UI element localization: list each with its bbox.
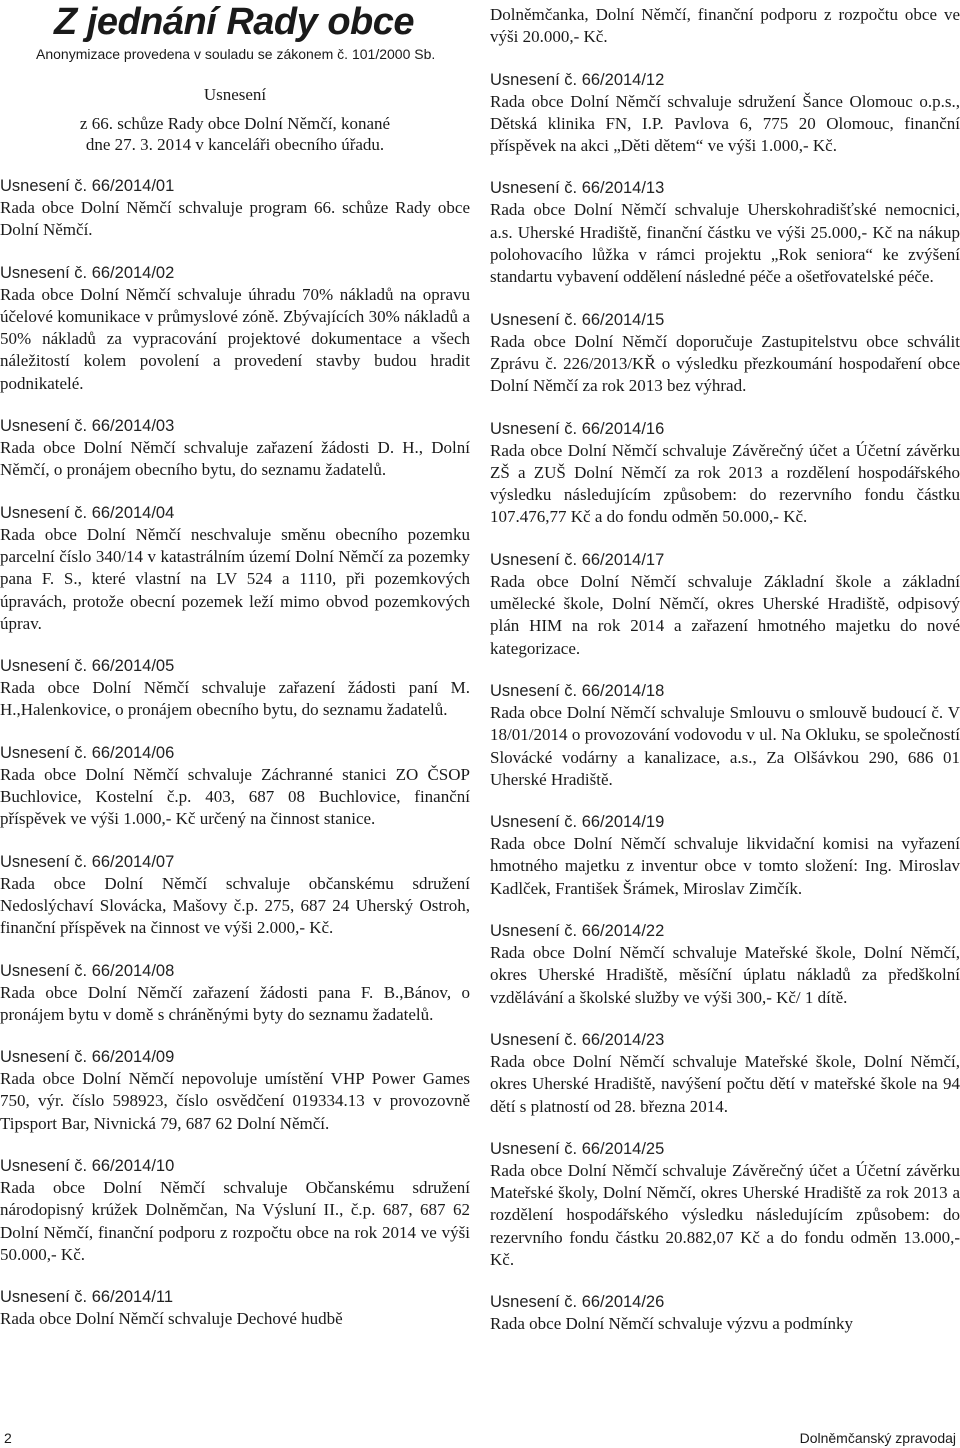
- resolution-text: Rada obce Dolní Němčí schvaluje Mateřské škole, Dolní Němčí, okres Uherské Hradiště, měsíční úplatu nákladů za předškolní vzdělávání a školské služby ve výši 300,- Kč/ 1 dítě.: [490, 943, 960, 1007]
- resolution-text: Rada obce Dolní Němčí schvaluje Dechové hudbě: [0, 1309, 343, 1329]
- resolution-number: Usnesení č. 66/2014/18: [490, 681, 665, 700]
- page-number: 2: [4, 1430, 12, 1446]
- resolution-item: [0, 1046, 470, 1135]
- resolution-text: Rada obce Dolní Němčí schvaluje likvidační komisi na vyřazení hmotného majetku z inventur obce v tomto složení: Ing. Miroslav Kadlček, František Šrámek, Miroslav Zimčík.: [490, 834, 960, 898]
- resolution-text: Rada obce Dolní Němčí schvaluje program 66. schůze Rady obce Dolní Němčí.: [0, 198, 470, 240]
- header-line: Usnesení: [203, 85, 267, 104]
- resolution-number: Usnesení č. 66/2014/23: [490, 1030, 665, 1049]
- resolution-item: [490, 811, 960, 900]
- left-column: [0, 0, 470, 1331]
- resolution-number: Usnesení č. 66/2014/04: [0, 503, 175, 522]
- resolution-text: Rada obce Dolní Němčí doporučuje Zastupitelstvu obce schválit Zprávu č. 226/2013/KŘ o výsledku přezkoumání hospodaření obce Dolní Němčí za rok 2013 bez výhrad.: [490, 331, 960, 396]
- resolution-text: Rada obce Dolní Němčí schvaluje občanskému sdružení Nedoslýchaví Slovácka, Mašovy č.p. 275, 687 24 Uherský Ostroh, finanční příspěvek na činnost ve výši 2.000,- Kč.: [0, 873, 470, 938]
- resolution-item: [0, 960, 470, 1027]
- resolution-item: [0, 175, 470, 242]
- resolution-number: Usnesení č. 66/2014/10: [0, 1157, 175, 1176]
- resolution-text: Rada obce Dolní Němčí schvaluje sdružení Šance Olomouc o.p.s., Dětská klinika FN, I.P. Pavlova 6, 775 20 Olomouc, finanční příspěvek na akci „Děti dětem“ ve výši 1.000,- Kč.: [490, 91, 960, 156]
- resolution-text: Rada obce Dolní Němčí schvaluje úhradu 70% nákladů na opravu účelové komunikace v průmyslové zóně. Zbývajících 30% nákladů a 50% nákladů za vypracování projektové dokumentace a všech náležitostí kolem povolení a provedení stavby budou hradit podnikatelé.: [0, 284, 470, 393]
- resolution-item: [490, 69, 960, 158]
- resolution-number: Usnesení č. 66/2014/15: [490, 310, 665, 329]
- resolution-text: Rada obce Dolní Němčí schvaluje Občanskému sdružení národopisný krúžek Dolněmčan, Na Výsluní II., č.p. 687, 687 62 Dolní Němčí, finanční podporu z rozpočtu obce na rok 2014 ve výši 50.000,- Kč.: [0, 1178, 470, 1264]
- resolution-number: Usnesení č. 66/2014/11: [0, 1288, 174, 1307]
- resolution-item: [0, 851, 470, 940]
- resolution-number: Usnesení č. 66/2014/08: [0, 961, 175, 980]
- resolution-number: Usnesení č. 66/2014/06: [0, 743, 175, 762]
- resolution-list-left: [0, 175, 470, 1331]
- right-column: [490, 0, 960, 1336]
- resolution-number: Usnesení č. 66/2014/17: [490, 550, 665, 569]
- resolution-number: Usnesení č. 66/2014/09: [0, 1048, 175, 1067]
- resolution-item: [490, 1029, 960, 1118]
- resolution-number: Usnesení č. 66/2014/19: [490, 813, 665, 832]
- resolution-item: [490, 309, 960, 398]
- resolution-item: [0, 742, 470, 831]
- resolution-text: Rada obce Dolní Němčí schvaluje Základní škole a základní umělecké škole, Dolní Němčí, okres Uherské Hradiště, odpisový plán HIM na rok 2014 a zařazení hmotného majetku do nové kategorizace.: [490, 571, 960, 658]
- resolution-text: Rada obce Dolní Němčí schvaluje Závěrečný účet a Účetní závěrku Mateřské školy, Dolní Němčí, okres Uherské Hradiště za rok 2013 a rozdělení hospodářského výsledku následujícím způsobem: do rezervního fondu částku 20.882,07 Kč a do fondu odměn 13.000,- Kč.: [490, 1160, 960, 1269]
- resolution-item: [490, 418, 960, 529]
- resolution-number: Usnesení č. 66/2014/03: [0, 417, 175, 436]
- meeting-header: [0, 84, 470, 155]
- resolution-text: Rada obce Dolní Němčí schvaluje Mateřské škole, Dolní Němčí, okres Uherské Hradiště, navýšení počtu dětí v mateřské škole na 94 dětí s platností od 28. března 2014.: [490, 1051, 960, 1116]
- resolution-item: [490, 680, 960, 791]
- resolution-item: [0, 655, 470, 722]
- resolution-item: [490, 1138, 960, 1271]
- resolution-text: Rada obce Dolní Němčí schvaluje Smlouvu o smlouvě budoucí č. V 18/01/2014 o provozování vodovodu v ul. Na Okluku, se společností Slovácké vodárny a kanalizace, a.s., Za Olšávkou 290, 686 01 Uherské Hradiště.: [490, 702, 960, 789]
- resolution-number: Usnesení č. 66/2014/01: [0, 177, 175, 195]
- resolution-text: Rada obce Dolní Němčí schvaluje Uherskohradišťské nemocnici, a.s. Uherské Hradiště, finanční částku ve výši 25.000,- Kč na nákup polohovacího lůžka v rámci projektu „Rok seniora“ ke zvýšení standartu vybavení oddělení následné péče a ošetřovatelské péče.: [490, 200, 960, 287]
- publication-name: Dolněmčanský zpravodaj: [799, 1430, 956, 1446]
- resolution-item: [490, 920, 960, 1009]
- anonymization-note: Anonymizace provedena v souladu se zákonem č. 101/2000 Sb.: [36, 46, 436, 62]
- header-line: dne 27. 3. 2014 v kanceláři obecního úřadu.: [85, 135, 385, 154]
- resolution-text: Rada obce Dolní Němčí schvaluje Záchranné stanici ZO ČSOP Buchlovice, Kostelní č.p. 403, 687 08 Buchlovice, finanční příspěvek ve výši 1.000,- Kč určený na činnost stanice.: [0, 764, 470, 829]
- resolution-item: [490, 177, 960, 288]
- resolution-item: [0, 1286, 470, 1330]
- resolution-number: Usnesení č. 66/2014/07: [0, 852, 175, 871]
- header-line: z 66. schůze Rady obce Dolní Němčí, konané: [79, 114, 391, 133]
- resolution-number: Usnesení č. 66/2014/25: [490, 1139, 665, 1158]
- resolution-number: Usnesení č. 66/2014/05: [0, 657, 175, 676]
- continuation-text: Dolněmčanka, Dolní Němčí, finanční podporu z rozpočtu obce ve výši 20.000,- Kč.: [490, 5, 960, 47]
- resolution-number: Usnesení č. 66/2014/12: [490, 70, 665, 89]
- page-title: Z jednání Rady obce: [54, 1, 415, 43]
- resolution-number: Usnesení č. 66/2014/16: [490, 419, 665, 438]
- resolution-number: Usnesení č. 66/2014/13: [490, 179, 665, 198]
- resolution-item: [0, 415, 470, 482]
- resolution-text: Rada obce Dolní Němčí schvaluje Závěrečný účet a Účetní závěrku ZŠ a ZUŠ Dolní Němčí za rok 2013 a rozdělení hospodářského výsledku následujícím způsobem: do rezervního fondu částku 107.476,77 Kč a do fondu odměn 50.000,- Kč.: [490, 440, 960, 527]
- resolution-number: Usnesení č. 66/2014/02: [0, 263, 175, 282]
- resolution-text: Rada obce Dolní Němčí neschvaluje směnu obecního pozemku parcelní číslo 340/14 v katastrálním území Dolní Němčí za pozemky pana F. S., které vlastní na LV 524 a 1110, při pozemkových úpravách, protože obecní pozemek leží mimo obvod pozemkových úprav.: [0, 524, 470, 633]
- resolution-text: Rada obce Dolní Němčí zařazení žádosti pana F. B.,Bánov, o pronájem bytu v domě s chráněnými byty do seznamu žadatelů.: [0, 982, 470, 1024]
- resolution-item: [490, 1291, 960, 1335]
- resolution-number: Usnesení č. 66/2014/26: [490, 1293, 665, 1312]
- resolution-number: Usnesení č. 66/2014/22: [490, 922, 665, 941]
- resolution-text: Rada obce Dolní Němčí nepovoluje umístění VHP Power Games 750, výr. číslo 598923, číslo osvědčení 019334.13 v provozovně Tipsport Bar, Nivnická 79, 687 62 Dolní Němčí.: [0, 1069, 470, 1133]
- resolution-list-right: [490, 69, 960, 1336]
- resolution-item: [0, 1155, 470, 1266]
- resolution-item: [0, 262, 470, 395]
- resolution-text: Rada obce Dolní Němčí schvaluje zařazení žádosti paní M. H.,Halenkovice, o pronájem obecního bytu, do seznamu žadatelů.: [0, 678, 470, 720]
- resolution-item: [0, 502, 470, 635]
- resolution-text: Rada obce Dolní Němčí schvaluje zařazení žádosti D. H., Dolní Němčí, o pronájem obecního bytu, do seznamu žadatelů.: [0, 438, 470, 480]
- resolution-item: [490, 549, 960, 660]
- resolution-text: Rada obce Dolní Němčí schvaluje výzvu a podmínky: [490, 1314, 854, 1334]
